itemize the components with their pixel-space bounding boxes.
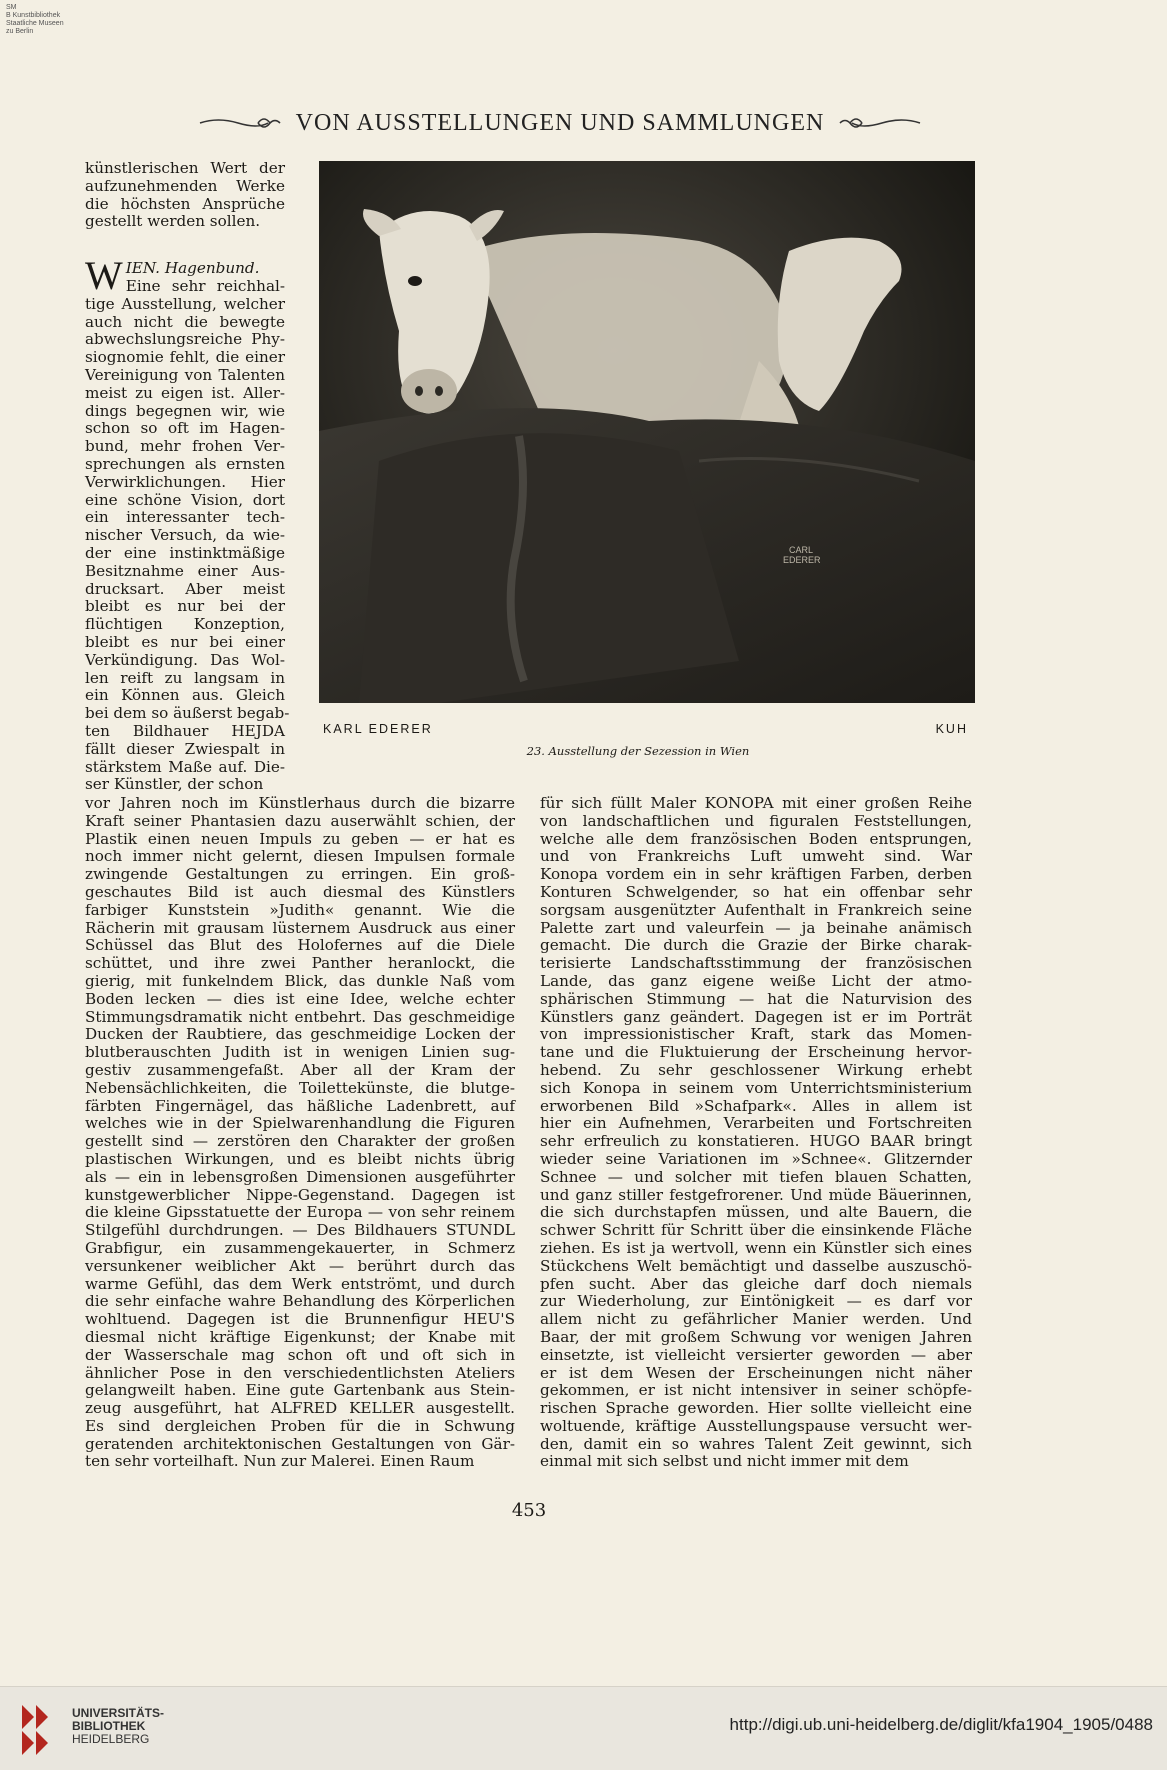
text-line: die sehr einfache wahre Behandlung des Körperlichen	[85, 1292, 515, 1311]
text-line: die höchsten Ansprüche	[85, 194, 285, 213]
text-line: welches wie in der Spielwarenhandlung die Figuren	[85, 1114, 515, 1133]
text-line: sich Konopa in seinem vom Unterrichtsministerium	[540, 1078, 972, 1097]
text-line: geratenden architektonischen Gestaltungen von Gär-	[85, 1434, 515, 1453]
text-line: gierig, mit funkelndem Blick, das dunkle Naß vom	[85, 971, 515, 990]
text-line: schüttet, und ihre zwei Panther heranlockt, die	[85, 954, 515, 973]
text-line: erworbenen Bild »Schafpark«. Alles in allem ist	[540, 1096, 972, 1115]
text-line: zwingende Gestaltungen zu erringen. Ein groß-	[85, 865, 515, 884]
text-line: gestellt sind — zerstören den Charakter der großen	[85, 1132, 515, 1151]
page-number: 453	[511, 1500, 547, 1521]
text-line: von landschaftlichen und figuralen Feststellungen,	[540, 811, 972, 830]
library-name-line: BIBLIOTHEK	[72, 1719, 146, 1733]
text-line: Eine sehr reichhal-	[125, 277, 285, 295]
text-line: ziehen. Es ist ja wertvoll, wenn ein Künstler sich eines	[540, 1238, 972, 1257]
text-line: blutberauschten Judith ist in wenigen Linien sug-	[85, 1043, 515, 1062]
text-line: Besitznahme einer Aus-	[85, 561, 285, 580]
text-line: die sich durchstapfen müssen, und alte Bauern, die	[540, 1203, 972, 1222]
text-line: er ist dem Wesen der Erscheinungen nicht näher	[540, 1363, 972, 1382]
text-line: Baar, der mit großem Schwung vor wenigen Jahren	[540, 1327, 972, 1346]
left-column	[85, 795, 515, 1471]
page-header	[160, 108, 960, 138]
text-line: Boden lecken — dies ist eine Idee, welche echter	[85, 989, 515, 1008]
text-line: pfen sucht. Aber das gleiche darf doch niemals	[540, 1274, 972, 1293]
text-line: wieder seine Variationen im »Schnee«. Glitzernder	[540, 1149, 972, 1168]
text-line: Kraft seiner Phantasien dazu auserwählt schien, der	[85, 811, 515, 830]
page-title: VON AUSSTELLUNGEN UND SAMMLUNGEN	[295, 109, 825, 136]
text-line: plastischen Wirkungen, und es bleibt nichts übrig	[85, 1149, 515, 1168]
text-line: auch nicht die bewegte	[85, 312, 285, 331]
text-line: Ducken der Raubtiere, das geschmeidige Locken der	[85, 1025, 515, 1044]
text-line: den, damit ein so wahres Talent Zeit gewinnt, sich	[540, 1434, 972, 1453]
text-line: Konopa vordem ein in sehr kräftigen Farben, derben	[540, 865, 972, 884]
artist-name: KARL EDERER	[323, 722, 433, 736]
right-column	[540, 795, 972, 1471]
text-line: ähnlicher Pose in den verschiedentlichsten Ateliers	[85, 1363, 515, 1382]
text-line: welche alle dem französischen Boden entsprungen,	[540, 829, 972, 848]
text-line: gelangweilt haben. Eine gute Gartenbank aus Stein-	[85, 1381, 515, 1400]
footer-bar	[0, 1686, 1167, 1770]
text-line: als — ein in lebensgroßen Dimensionen ausgeführter	[85, 1167, 515, 1186]
stamp-line: zu Berlin	[6, 28, 34, 35]
text-line: fällt dieser Zwiespalt in	[85, 739, 285, 758]
text-line: len reift zu langsam in	[85, 668, 285, 687]
text-line: schon so oft im Hagen-	[85, 419, 285, 438]
text-line: woltuende, kräftige Ausstellungspause versucht wer-	[540, 1416, 972, 1435]
text-line: Künstlers ganz geändert. Dagegen ist er im Porträt	[540, 1007, 972, 1026]
text-line: bund, mehr frohen Ver-	[85, 437, 285, 456]
text-line: abwechslungsreiche Phy-	[85, 330, 285, 349]
artwork-title: KUH	[935, 722, 968, 736]
text-line: gemacht. Die durch die Grazie der Birke charak-	[540, 936, 972, 955]
text-line: Schüssel das Blut des Holofernes auf die Diele	[85, 936, 515, 955]
text-line: nischer Versuch, da wie-	[85, 526, 285, 545]
text-line: bleibt es nur bei einer	[85, 632, 285, 651]
text-line: rischen Sprache geworden. Hier sollte vielleicht eine	[540, 1399, 972, 1418]
right-ornament-icon	[838, 113, 922, 133]
text-line: sehr erfreulich zu konstatieren. HUGO BAAR bringt	[540, 1132, 972, 1151]
text-line: hier ein Aufnehmen, Verarbeiten und Fortschreiten	[540, 1114, 972, 1133]
text-line: Rächerin mit grausam lüsternem Ausdruck aus einer	[85, 918, 515, 937]
text-line: siognomie fehlt, die einer	[85, 348, 285, 367]
text-line: sprechungen als ernsten	[85, 454, 285, 473]
text-line: hebend. Zu sehr geschlossener Wirkung erhebt	[540, 1060, 972, 1079]
text-line: aufzunehmenden Werke	[85, 176, 285, 195]
section-heading: IEN. Hagenbund.	[125, 259, 260, 277]
text-line: flüchtigen Konzeption,	[85, 615, 285, 634]
text-line: noch immer nicht gelernt, diesen Impulsen formale	[85, 847, 515, 866]
text-line: die kleine Gipsstatuette der Europa — von sehr reinem	[85, 1203, 515, 1222]
text-line: ten Bildhauer HEJDA	[85, 721, 285, 740]
text-line: einsetzte, ist vielleicht versierter geworden — aber	[540, 1345, 972, 1364]
text-line: vor Jahren noch im Künstlerhaus durch die bizarre	[85, 794, 515, 812]
text-line: von impressionistischer Kraft, stark das Momen-	[540, 1025, 972, 1044]
left-ornament-icon	[198, 113, 282, 133]
stamp-line: SM	[6, 4, 17, 11]
dropcap: W	[85, 253, 123, 298]
intro-paragraph	[85, 160, 285, 231]
text-line: sphärischen Stimmung — hat die Naturvision des	[540, 989, 972, 1008]
text-line: für sich füllt Maler KONOPA mit einer großen Reihe	[540, 794, 972, 812]
university-logo-icon	[14, 1697, 64, 1757]
cow-painting	[319, 161, 975, 703]
text-line: der Wasserschale mag schon oft und oft sich in	[85, 1345, 515, 1364]
text-line: und von Frankreichs Luft umweht sind. War	[540, 847, 972, 866]
source-url-link[interactable]: http://digi.ub.uni-heidelberg.de/diglit/kfa1904_1905/0488	[729, 1715, 1153, 1734]
painting-signature: EDERER	[783, 555, 821, 565]
text-line: eine schöne Vision, dort	[85, 490, 285, 509]
text-line: zeug ausgeführt, hat ALFRED KELLER ausgestellt.	[85, 1399, 515, 1418]
library-name-line: UNIVERSITÄTS-	[72, 1706, 165, 1720]
text-line: dings begegnen wir, wie	[85, 401, 285, 420]
text-line: Verkündigung. Das Wol-	[85, 650, 285, 669]
text-line: Vereinigung von Talenten	[85, 365, 285, 384]
text-line: kunstgewerblicher Nippe-Gegenstand. Dagegen ist	[85, 1185, 515, 1204]
text-line: versunkener weiblicher Akt — berührt durch das	[85, 1256, 515, 1275]
stamp-line: Staatliche Museen	[6, 20, 64, 27]
text-line: künstlerischen Wert der	[85, 159, 285, 177]
text-line: färbten Fingernägel, das häßliche Ladenbrett, auf	[85, 1096, 515, 1115]
library-name	[72, 1707, 164, 1746]
text-line: ten sehr vorteilhaft. Nun zur Malerei. Einen Raum	[85, 1452, 475, 1471]
text-line: sorgsam ausgenützter Aufenthalt in Frankreich seine	[540, 900, 972, 919]
text-line: bleibt es nur bei der	[85, 597, 285, 616]
text-line: gestellt werden sollen.	[85, 212, 261, 231]
text-line: bei dem so äußerst begab-	[85, 704, 290, 723]
text-line: zur Wiederholung, zur Eintönigkeit — es darf vor	[540, 1292, 972, 1311]
text-line: schwer Schritt für Schritt über die einsinkende Fläche	[540, 1221, 972, 1240]
text-line: Plastik einen neuen Impuls zu geben — er hat es	[85, 829, 515, 848]
library-stamp	[6, 4, 64, 36]
text-line: diesmal nicht kräftige Eigenkunst; der Knabe mit	[85, 1327, 515, 1346]
text-line: gestiv zusammengefaßt. Aber all der Kram der	[85, 1060, 515, 1079]
text-line: Konturen Schwelgender, so hat ein offenbar sehr	[540, 882, 972, 901]
text-line: terisierte Landschaftsstimmung der französischen	[540, 954, 972, 973]
figure-caption-row	[323, 722, 968, 736]
text-line: Stilgefühl durchdrungen. — Des Bildhauers STUNDL	[85, 1221, 515, 1240]
text-line: stärkstem Maße auf. Die-	[85, 757, 285, 776]
text-line: Verwirklichungen. Hier	[85, 472, 285, 491]
text-line: warme Gefühl, das dem Werk entströmt, und durch	[85, 1274, 515, 1293]
text-line: Grabfigur, ein zusammengekauerter, in Schmerz	[85, 1238, 515, 1257]
text-line: ein interessanter tech-	[85, 508, 285, 527]
wien-paragraph	[85, 253, 290, 794]
text-line: tige Ausstellung, welcher	[85, 294, 285, 313]
painting-signature: CARL	[789, 545, 814, 555]
text-line: Schnee — und solcher mit tiefen blauen Schatten,	[540, 1167, 972, 1186]
stamp-line: B Kunstbibliothek	[6, 12, 61, 19]
library-name-line: HEIDELBERG	[72, 1732, 150, 1746]
text-line: der eine instinktmäßige	[85, 543, 285, 562]
text-line: gekommen, er ist nicht intensiver in seiner schöpfe-	[540, 1381, 972, 1400]
text-line: allem nicht zu gefährlicher Manier werden. Und	[540, 1310, 972, 1329]
text-line: Stimmungsdramatik nicht entbehrt. Das geschmeidige	[85, 1007, 515, 1026]
text-line: farbiger Kunststein »Judith« genannt. Wie die	[85, 900, 515, 919]
text-line: ein Können aus. Gleich	[85, 686, 285, 705]
text-line: wohltuend. Dagegen ist die Brunnenfigur HEU'S	[85, 1310, 515, 1329]
text-line: einmal mit sich selbst und nicht immer mit dem	[540, 1452, 909, 1471]
text-line: Stückchens Welt bemächtigt und dasselbe auszuschö-	[540, 1256, 972, 1275]
text-line: meist zu eigen ist. Aller-	[85, 383, 285, 402]
text-line: und ganz stiller festgefrorener. Und müde Bäuerinnen,	[540, 1185, 972, 1204]
text-line: drucksart. Aber meist	[85, 579, 285, 598]
text-line: ser Künstler, der schon	[85, 775, 264, 794]
text-line: Lande, das ganz eigene weiße Licht der atmo-	[540, 971, 972, 990]
text-line: tane und die Fluktuierung der Erscheinung hervor-	[540, 1043, 972, 1062]
text-line: Nebensächlichkeiten, die Toilettekünste, die blutge-	[85, 1078, 515, 1097]
figure-caption: 23. Ausstellung der Sezession in Wien	[526, 744, 750, 758]
text-line: Palette zart und valeurfein — ja beinahe anämisch	[540, 918, 972, 937]
text-line: Es sind dergleichen Proben für die in Schwung	[85, 1416, 515, 1435]
text-line: geschautes Bild ist auch diesmal des Künstlers	[85, 882, 515, 901]
artwork-figure	[319, 161, 975, 703]
